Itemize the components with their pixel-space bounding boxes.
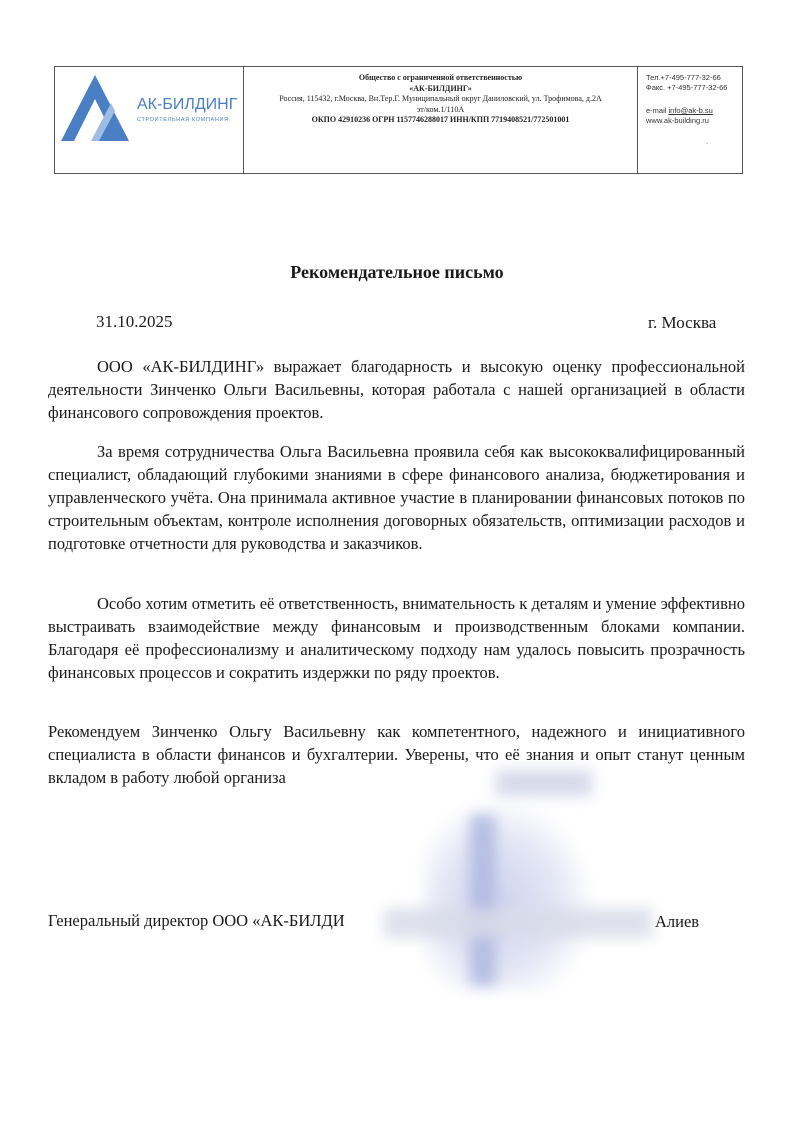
website-link[interactable]: www.ak-building.ru xyxy=(646,115,709,125)
letterhead-contacts xyxy=(638,67,742,173)
blurred-name-area xyxy=(384,908,652,938)
address-line-2: эт/ком.1/110А xyxy=(416,104,465,114)
logo-name: АК-БИЛДИНГ xyxy=(137,96,238,113)
letter-city: г. Москва xyxy=(648,313,717,332)
org-type: Общество с ограниченной ответственностью xyxy=(358,73,523,82)
email-line xyxy=(646,106,742,116)
company-logo-icon xyxy=(61,75,241,155)
address-line-1: Россия, 115432, г.Москва, Вн.Тер.Г. Муниципальный округ Даниловский, ул. Трофимова, д.2А xyxy=(279,94,602,103)
registry-numbers: ОКПО 42910236 ОГРН 1157746288017 ИНН/КПП 7719408521/772501001 xyxy=(311,115,570,124)
email-prefix: e-mail xyxy=(646,106,669,115)
blurred-signature xyxy=(424,800,592,990)
phone: Тел.+7-495-777-32-66 xyxy=(646,73,721,82)
letter-date: 31.10.2025 xyxy=(96,312,173,331)
letterhead xyxy=(54,66,743,174)
paragraph-2: За время сотрудничества Ольга Васильевна проявила себя как высококвалифицированный специалист, обладающий глубокими знаниями в сфере финансового анализа, бюджетирования и управленческого учёта. Она принимала активное участие в планировании финансовых потоков по строительным объектам, контроле исполнения договорных обязательств, оптимизации расходов и подготовке отчетности для руководства и заказчиков. xyxy=(48,442,745,553)
letterhead-mark: . xyxy=(706,137,709,146)
logo-tagline: СТРОИТЕЛЬНАЯ КОМПАНИЯ xyxy=(137,117,229,123)
signature-title: Генеральный директор ООО «АК-БИЛДИ xyxy=(48,911,345,930)
paragraph-1: ООО «АК-БИЛДИНГ» выражает благодарность и высокую оценку профессиональной деятельности Зинченко Ольги Васильевны, которая работала с нашей организацией в области финансового сопровождения проектов. xyxy=(48,357,745,422)
fax: Факс. +7-495-777-32-66 xyxy=(646,82,728,92)
paragraph-3: Особо хотим отметить её ответственность, внимательность к деталям и умение эффективно выстраивать взаимодействие между финансовым и производственным блоками компании. Благодаря её профессионализму и аналитическому подходу нам удалось повысить прозрачность финансовых процессов и сократить издержки по ряду проектов. xyxy=(48,594,745,682)
email-link[interactable]: info@ak-b.su xyxy=(668,106,713,115)
blurred-text-area xyxy=(496,770,592,796)
company-logo-block xyxy=(55,67,244,173)
org-name: «АК-БИЛДИНГ» xyxy=(409,83,472,93)
blurred-signature-stroke xyxy=(470,815,496,985)
paragraph-4: Рекомендуем Зинченко Ольгу Васильевну как компетентного, надежного и инициативного специалиста в области финансов и бухгалтерии. Уверены, что её знания и опыт станут ценным вкладом в работу любой организа xyxy=(48,722,745,787)
letterhead-requisites xyxy=(244,67,638,173)
letter-title: Рекомендательное письмо xyxy=(290,262,504,282)
signature-surname: Алиев xyxy=(655,912,700,931)
